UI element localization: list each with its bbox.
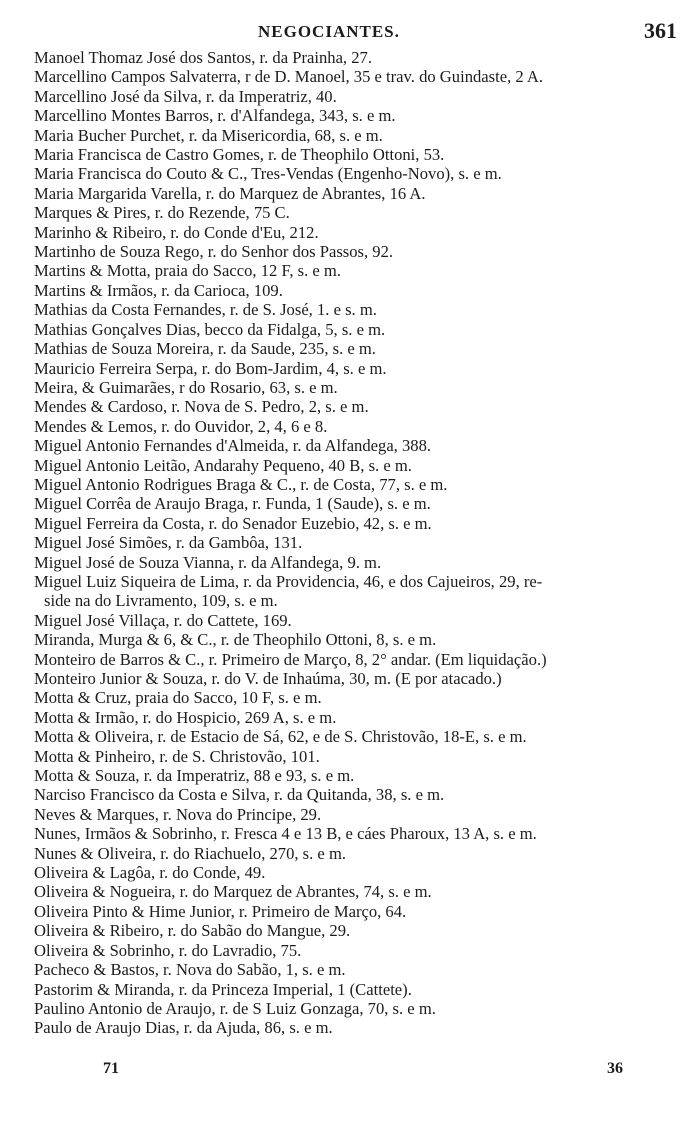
directory-entry-continuation: side na do Livramento, 109, s. e m. [44,591,278,611]
directory-entry: Maria Francisca de Castro Gomes, r. de Theophilo Ottoni, 53. [34,145,445,165]
directory-entry: Maria Margarida Varella, r. do Marquez de Abrantes, 16 A. [34,183,426,203]
directory-entry: Marcellino Campos Salvaterra, r de D. Manoel, 35 e trav. do Guindaste, 2 A. [34,67,544,87]
directory-entry: Maria Bucher Purchet, r. da Misericordia, 68, s. e m. [34,125,383,145]
directory-entry: Mendes & Lemos, r. do Ouvidor, 2, 4, 6 e 8. [34,416,328,436]
directory-entry: Motta & Oliveira, r. de Estacio de Sá, 62, e de S. Christovão, 18-E, s. e m. [34,727,527,747]
directory-entry: Nunes, Irmãos & Sobrinho, r. Fresca 4 e 13 B, e cáes Pharoux, 13 A, s. e m. [34,824,537,844]
directory-entry: Pastorim & Miranda, r. da Princeza Imperial, 1 (Cattete). [34,979,412,999]
directory-entry: Manoel Thomaz José dos Santos, r. da Prainha, 27. [34,48,372,67]
directory-entry: Mathias de Souza Moreira, r. da Saude, 235, s. e m. [34,339,376,359]
directory-entry: Monteiro Junior & Souza, r. do V. de Inhaúma, 30, m. (E por atacado.) [34,669,502,688]
directory-entry: Oliveira & Ribeiro, r. do Sabão do Mangue, 29. [34,921,351,941]
directory-entry: Miguel Antonio Leitão, Andarahy Pequeno, 40 B, s. e m. [34,455,412,475]
directory-entry: Mendes & Cardoso, r. Nova de S. Pedro, 2, s. e m. [34,397,369,417]
directory-entry: Martinho de Souza Rego, r. do Senhor dos Passos, 92. [34,242,394,262]
page-footer [0,1060,693,1084]
directory-entry: Oliveira & Sobrinho, r. do Lavradio, 75. [34,940,302,960]
directory-entry: Oliveira & Lagôa, r. do Conde, 49. [34,863,266,883]
directory-entry: Marques & Pires, r. do Rezende, 75 C. [34,203,290,223]
directory-entry: Motta & Cruz, praia do Sacco, 10 F, s. e m. [34,688,322,708]
directory-entry: Mathias Gonçalves Dias, becco da Fidalga, 5, s. e m. [34,319,386,339]
directory-entry: Miguel José Simões, r. da Gambôa, 131. [34,533,303,553]
directory-entry: Marcellino José da Silva, r. da Imperatriz, 40. [34,86,337,106]
page-header [0,18,693,48]
directory-entry: Miguel Luiz Siqueira de Lima, r. da Providencia, 46, e dos Cajueiros, 29, re- [34,571,543,591]
directory-entry: Motta & Pinheiro, r. de S. Christovão, 101. [34,746,320,766]
directory-entry: Mauricio Ferreira Serpa, r. do Bom-Jardim, 4, s. e m. [34,358,387,378]
directory-entry: Narciso Francisco da Costa e Silva, r. da Quitanda, 38, s. e m. [34,785,445,805]
directory-entry: Pacheco & Bastos, r. Nova do Sabão, 1, s. e m. [34,960,346,980]
directory-entry: Paulo de Araujo Dias, r. da Ajuda, 86, s. e m. [34,1018,333,1038]
directory-entry: Oliveira Pinto & Hime Junior, r. Primeiro de Março, 64. [34,901,407,921]
directory-entry: Martins & Irmãos, r. da Carioca, 109. [34,280,283,300]
directory-entry: Marinho & Ribeiro, r. do Conde d'Eu, 212. [34,222,319,242]
directory-entry: Motta & Souza, r. da Imperatriz, 88 e 93, s. e m. [34,766,355,786]
section-title: NEGOCIANTES. [258,22,400,41]
directory-entry: Miguel Antonio Fernandes d'Almeida, r. da Alfandega, 388. [34,436,432,456]
page-number: 361 [644,18,677,43]
directory-entry: Miguel José de Souza Vianna, r. da Alfandega, 9. m. [34,552,382,572]
directory-entry: Motta & Irmão, r. do Hospicio, 269 A, s. e m. [34,707,337,727]
directory-entry: Nunes & Oliveira, r. do Riachuelo, 270, s. e m. [34,843,346,863]
directory-entry: Martins & Motta, praia do Sacco, 12 F, s. e m. [34,261,341,281]
directory-entry: Miranda, Murga & 6, & C., r. de Theophilo Ottoni, 8, s. e m. [34,630,437,650]
directory-entry: Paulino Antonio de Araujo, r. de S Luiz Gonzaga, 70, s. e m. [34,998,436,1018]
directory-list [34,48,685,1038]
directory-entry: Marcellino Montes Barros, r. d'Alfandega, 343, s. e m. [34,106,396,126]
directory-entry: Mathias da Costa Fernandes, r. de S. José, 1. e s. m. [34,300,377,320]
directory-entry: Maria Francisca do Couto & C., Tres-Vendas (Engenho-Novo), s. e m. [34,164,502,184]
directory-entry: Meira, & Guimarães, r do Rosario, 63, s. e m. [34,377,338,397]
directory-entry: Miguel Ferreira da Costa, r. do Senador Euzebio, 42, s. e m. [34,513,432,533]
directory-entry: Oliveira & Nogueira, r. do Marquez de Abrantes, 74, s. e m. [34,882,432,902]
signature-mark-left: 71 [103,1060,119,1077]
directory-entry: Miguel José Villaça, r. do Cattete, 169. [34,610,292,630]
directory-entry: Monteiro de Barros & C., r. Primeiro de Março, 8, 2° andar. (Em liquidação.) [34,649,547,669]
directory-entry: Neves & Marques, r. Nova do Principe, 29. [34,804,322,824]
signature-mark-right: 36 [607,1060,623,1077]
directory-entry: Miguel Antonio Rodrigues Braga & C., r. de Costa, 77, s. e m. [34,474,448,494]
directory-entry: Miguel Corrêa de Araujo Braga, r. Funda, 1 (Saude), s. e m. [34,494,431,514]
